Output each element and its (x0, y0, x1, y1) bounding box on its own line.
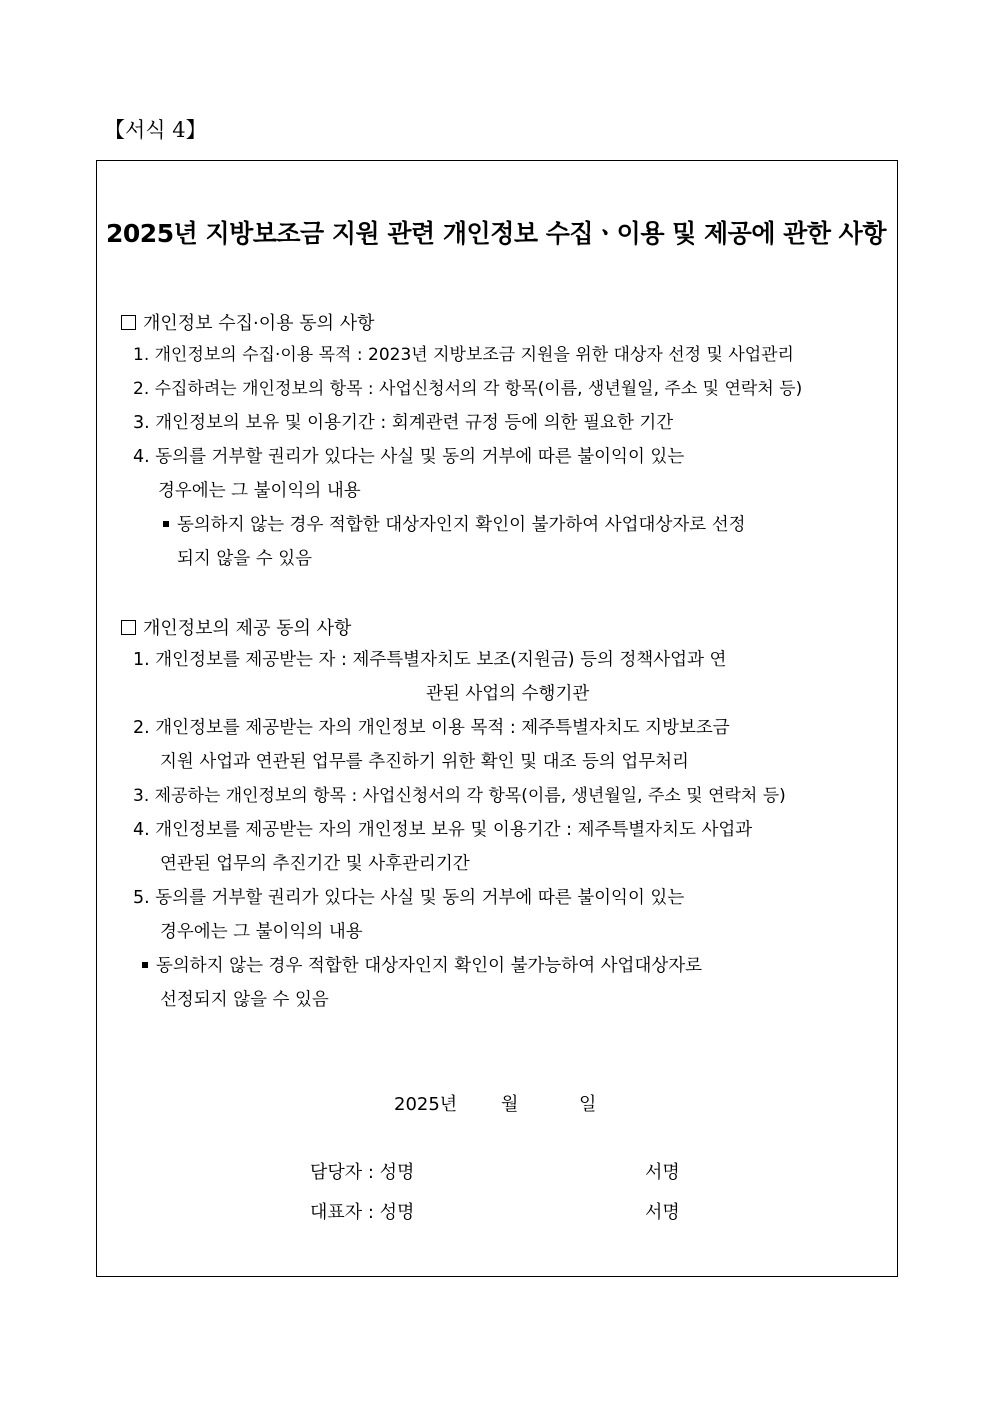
section2-line-2: 2. 개인정보를 제공받는 자의 개인정보 이용 목적 : 제주특별자치도 지방보조금 (133, 718, 730, 738)
section1-bullet: 동의하지 않는 경우 적합한 대상자인지 확인이 불가하여 사업대상자로 선정 (163, 513, 746, 537)
section1-line-1: 1. 개인정보의 수집·이용 목적 : 2023년 지방보조금 지원을 위한 대상자 선정 및 사업관리 (133, 345, 794, 365)
section2-line-1: 1. 개인정보를 제공받는 자 : 제주특별자치도 보조(지원금) 등의 정책사업과 연 (133, 650, 727, 670)
representative-signature-label: 서명 (645, 1202, 680, 1223)
bullet-square-icon (163, 521, 169, 527)
section2-heading: 개인정보의 제공 동의 사항 (121, 614, 351, 640)
staff-signature-label: 서명 (645, 1162, 680, 1183)
date-day: 일 (579, 1094, 597, 1115)
date-month: 월 (501, 1094, 519, 1115)
staff-name-label: 담당자 : 성명 (310, 1162, 415, 1183)
section1-line-4: 4. 동의를 거부할 권리가 있다는 사실 및 동의 거부에 따른 불이익이 있는 (133, 447, 685, 467)
form-number-label: 【서식 4】 (104, 118, 207, 142)
section2-bullet-cont: 선정되지 않을 수 있음 (160, 990, 329, 1010)
section1-line-2: 2. 수집하려는 개인정보의 항목 : 사업신청서의 각 항목(이름, 생년월일, 주소 및 연락처 등) (133, 379, 803, 399)
representative-name-label: 대표자 : 성명 (310, 1202, 415, 1223)
section2-line-5-cont: 경우에는 그 불이익의 내용 (160, 922, 363, 942)
section1-bullet-cont: 되지 않을 수 있음 (177, 549, 313, 569)
date-year: 2025년 (394, 1094, 458, 1115)
checkbox-square-icon (121, 315, 136, 330)
section1-line-3: 3. 개인정보의 보유 및 이용기간 : 회계관련 규정 등에 의한 필요한 기간 (133, 413, 674, 433)
section2-line-3: 3. 제공하는 개인정보의 항목 : 사업신청서의 각 항목(이름, 생년월일, 주소 및 연락처 등) (133, 786, 786, 806)
bullet-square-icon (142, 962, 148, 968)
section2-line-2-cont: 지원 사업과 연관된 업무를 추진하기 위한 확인 및 대조 등의 업무처리 (160, 752, 689, 772)
document-title: 2025년 지방보조금 지원 관련 개인정보 수집ㆍ이용 및 제공에 관한 사항 (106, 219, 886, 248)
checkbox-square-icon (121, 620, 136, 635)
section2-line-5: 5. 동의를 거부할 권리가 있다는 사실 및 동의 거부에 따른 불이익이 있는 (133, 888, 685, 908)
section1-line-4-cont: 경우에는 그 불이익의 내용 (158, 481, 361, 501)
section2-line-4-cont: 연관된 업무의 추진기간 및 사후관리기간 (160, 854, 470, 874)
section1-heading: 개인정보 수집·이용 동의 사항 (121, 309, 375, 335)
section2-line-1-cont: 관된 사업의 수행기관 (426, 684, 590, 704)
section2-line-4: 4. 개인정보를 제공받는 자의 개인정보 보유 및 이용기간 : 제주특별자치도 사업과 (133, 820, 753, 840)
section2-bullet: 동의하지 않는 경우 적합한 대상자인지 확인이 불가능하여 사업대상자로 (142, 954, 702, 978)
